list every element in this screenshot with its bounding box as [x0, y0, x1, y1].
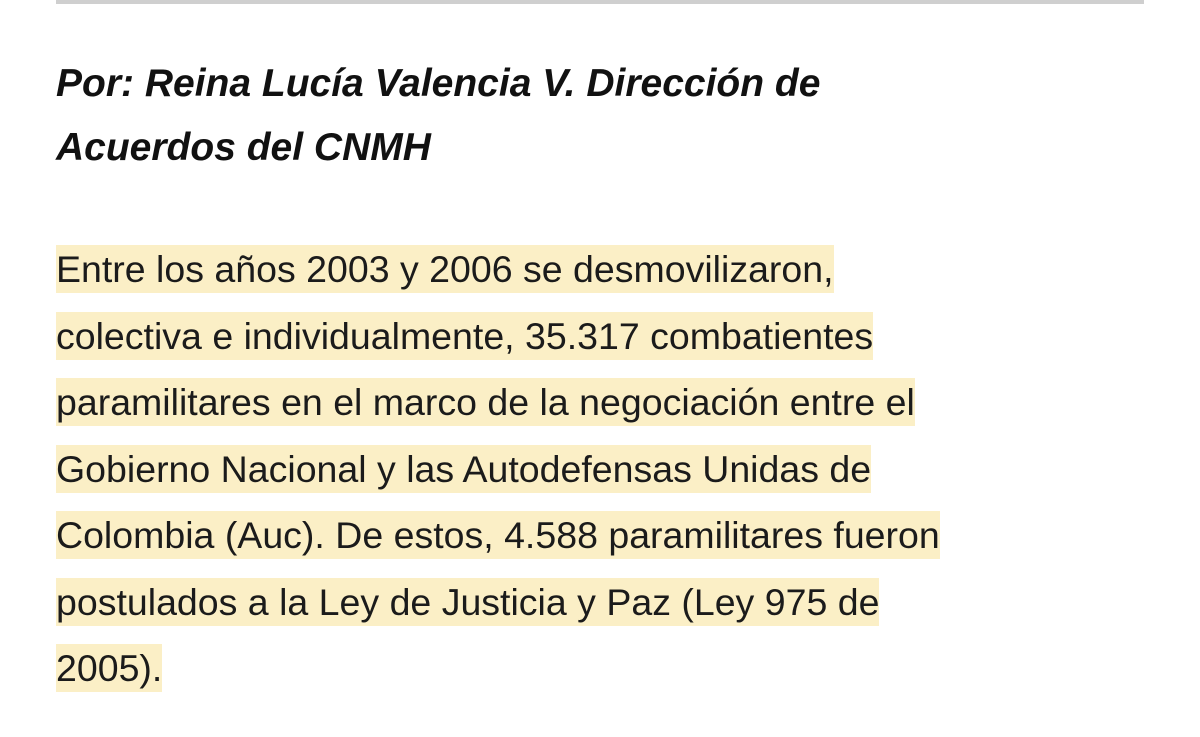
highlighted-text-line[interactable]: postulados a la Ley de Justicia y Paz (Ley 975 de: [56, 578, 879, 626]
byline-line: Acuerdos del CNMH: [56, 126, 431, 169]
highlighted-text-line[interactable]: 2005).: [56, 644, 162, 692]
highlighted-paragraph[interactable]: [56, 236, 1166, 702]
article-byline: [56, 52, 1156, 180]
highlighted-text-line[interactable]: paramilitares en el marco de la negociación entre el: [56, 378, 915, 426]
highlighted-text-line[interactable]: colectiva e individualmente, 35.317 combatientes: [56, 312, 873, 360]
highlighted-text-line[interactable]: Entre los años 2003 y 2006 se desmovilizaron,: [56, 245, 834, 293]
byline-line: Por: Reina Lucía Valencia V. Dirección de: [56, 62, 821, 105]
highlighted-text-line[interactable]: Gobierno Nacional y las Autodefensas Unidas de: [56, 445, 871, 493]
top-divider: [56, 0, 1144, 4]
highlighted-text-line[interactable]: Colombia (Auc). De estos, 4.588 paramilitares fueron: [56, 511, 940, 559]
